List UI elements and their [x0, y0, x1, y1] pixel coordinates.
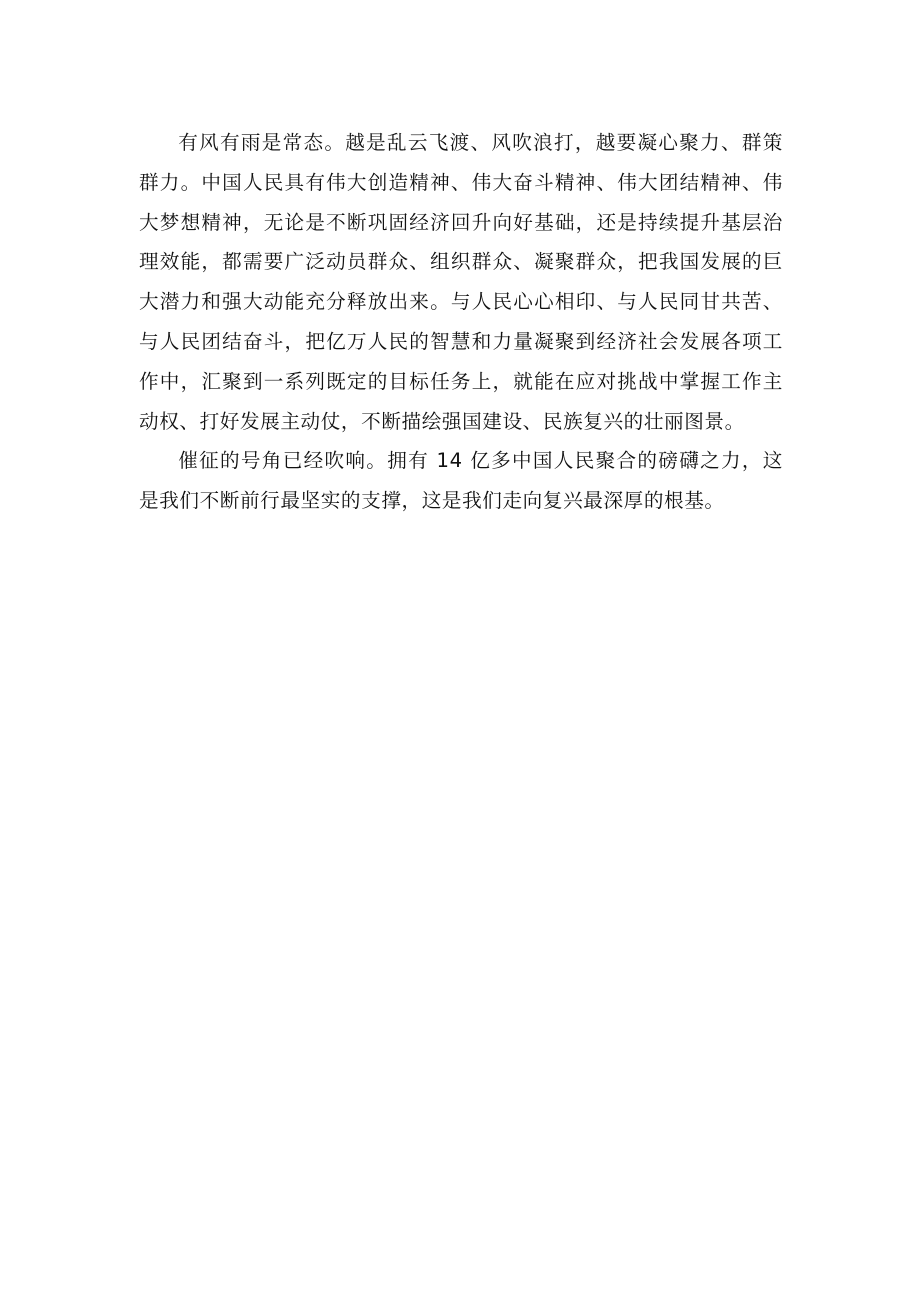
paragraph-2: 催征的号角已经吹响。拥有 14 亿多中国人民聚合的磅礴之力，这是我们不断前行最坚实的支撑，这是我们走向复兴最深厚的根基。: [139, 449, 783, 513]
document-body: [139, 123, 783, 521]
paragraph-1: 有风有雨是常态。越是乱云飞渡、风吹浪打，越要凝心聚力、群策群力。中国人民具有伟大创造精神、伟大奋斗精神、伟大团结精神、伟大梦想精神，无论是不断巩固经济回升向好基础，还是持续提升基层治理效能，都需要广泛动员群众、组织群众、凝聚群众，把我国发展的巨大潜力和强大动能充分释放出来。与人民心心相印、与人民同甘共苦、与人民团结奋斗，把亿万人民的智慧和力量凝聚到经济社会发展各项工作中，汇聚到一系列既定的目标任务上，就能在应对挑战中掌握工作主动权、打好发展主动仗，不断描绘强国建设、民族复兴的壮丽图景。: [139, 131, 783, 433]
